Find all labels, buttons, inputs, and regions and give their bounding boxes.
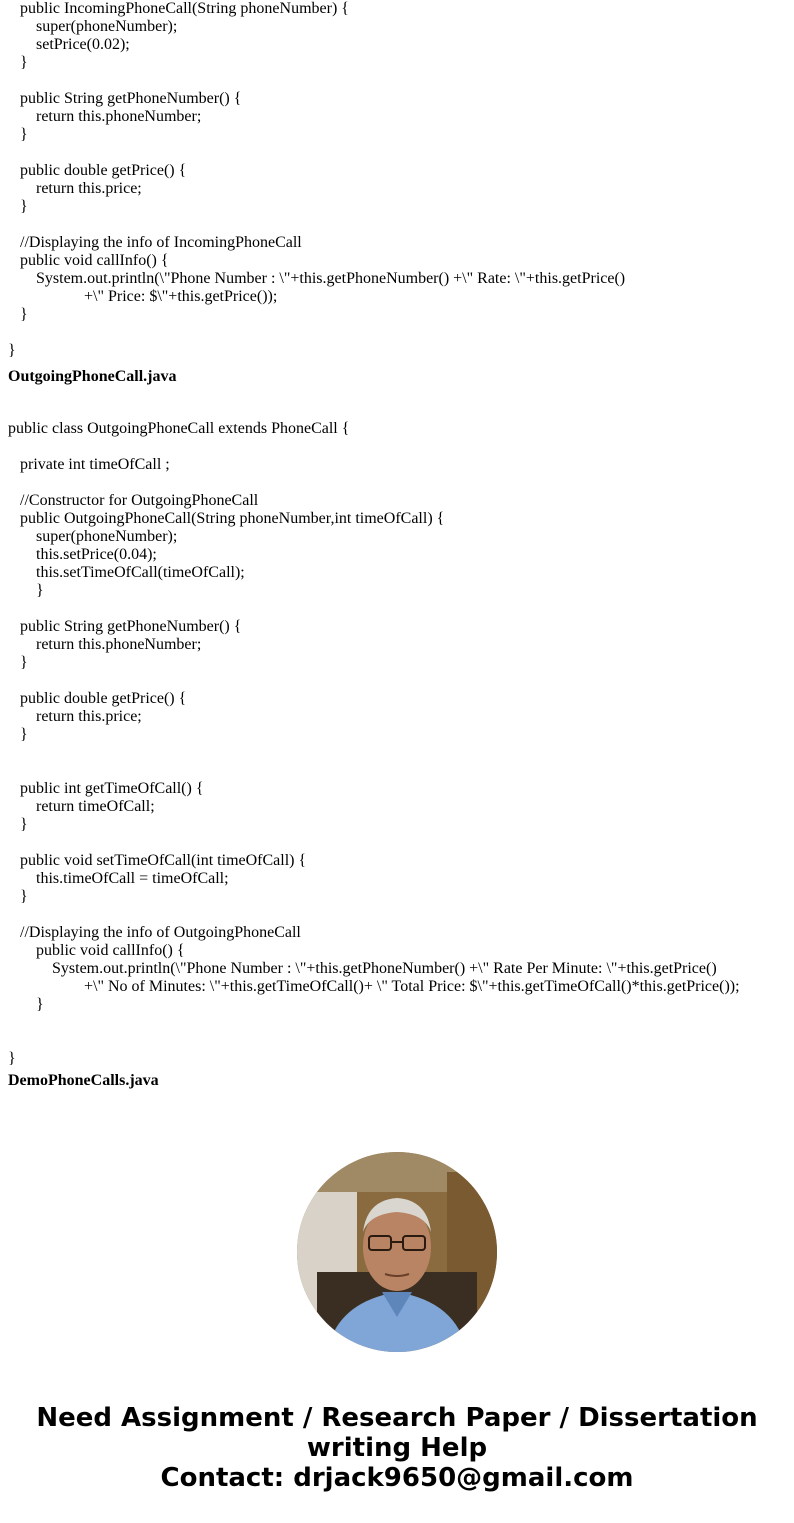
code-line: public class OutgoingPhoneCall extends PhoneCall { — [8, 420, 350, 437]
code-line: public double getPrice() { — [8, 162, 187, 179]
code-line: return this.phoneNumber; — [8, 108, 202, 125]
code-line: super(phoneNumber); — [8, 18, 178, 35]
code-line: this.setTimeOfCall(timeOfCall); — [8, 564, 245, 581]
code-line: public int getTimeOfCall() { — [8, 780, 204, 797]
code-line: setPrice(0.02); — [8, 36, 130, 53]
code-line — [8, 762, 740, 780]
code-line: public double getPrice() { — [8, 690, 187, 707]
code-line — [8, 906, 740, 924]
code-line: private int timeOfCall ; — [8, 456, 170, 473]
code-line — [8, 834, 740, 852]
code-line: +\" Price: $\"+this.getPrice()); — [8, 288, 278, 305]
code-line: this.setPrice(0.04); — [8, 546, 157, 563]
code-line: public IncomingPhoneCall(String phoneNumber) { — [8, 0, 349, 17]
promo-banner — [0, 1403, 794, 1493]
promo-line-1: Need Assignment / Research Paper / Dissertation — [36, 1403, 758, 1433]
code-line: return timeOfCall; — [8, 798, 155, 815]
code-line: //Displaying the info of IncomingPhoneCall — [8, 234, 302, 251]
code-line: //Constructor for OutgoingPhoneCall — [8, 492, 259, 509]
promo-line-2: writing Help — [306, 1433, 488, 1463]
promo-contact[interactable]: Contact: drjack9650@gmail.com — [160, 1463, 634, 1493]
demo-file-heading: DemoPhoneCalls.java — [8, 1072, 159, 1089]
code-line: } — [8, 996, 44, 1013]
code-line: return this.price; — [8, 180, 142, 197]
code-line — [8, 1032, 740, 1050]
code-line — [8, 1014, 740, 1032]
code-line — [8, 474, 740, 492]
code-line: +\" No of Minutes: \"+this.getTimeOfCall()+ \" Total Price: $\"+this.getTimeOfCall()*this.getPrice()); — [8, 978, 740, 995]
code-line: System.out.println(\"Phone Number : \"+this.getPhoneNumber() +\" Rate Per Minute: \"+this.getPrice() — [8, 960, 717, 977]
code-line: //Displaying the info of OutgoingPhoneCall — [8, 924, 301, 941]
code-line: super(phoneNumber); — [8, 528, 178, 545]
author-avatar — [297, 1152, 497, 1352]
incoming-phone-call-code — [8, 0, 625, 360]
code-line — [8, 324, 625, 342]
code-line: } — [8, 726, 28, 743]
code-line: } — [8, 126, 28, 143]
code-line: } — [8, 654, 28, 671]
code-line: System.out.println(\"Phone Number : \"+this.getPhoneNumber() +\" Rate: \"+this.getPrice() — [8, 270, 626, 287]
code-line — [8, 744, 740, 762]
code-line: public void callInfo() { — [8, 252, 169, 269]
code-line — [8, 144, 625, 162]
code-line — [8, 438, 740, 456]
code-line — [8, 72, 625, 90]
outgoing-file-heading: OutgoingPhoneCall.java — [8, 368, 177, 385]
code-line: } — [8, 1050, 16, 1067]
code-line — [8, 672, 740, 690]
code-line: public String getPhoneNumber() { — [8, 90, 242, 107]
code-line: public OutgoingPhoneCall(String phoneNumber,int timeOfCall) { — [8, 510, 445, 527]
code-line — [8, 600, 740, 618]
outgoing-phone-call-code — [8, 420, 740, 1068]
code-line: this.timeOfCall = timeOfCall; — [8, 870, 229, 887]
code-line: } — [8, 582, 44, 599]
code-line: return this.phoneNumber; — [8, 636, 202, 653]
code-line: } — [8, 54, 28, 71]
code-line: } — [8, 198, 28, 215]
code-line: } — [8, 816, 28, 833]
code-line — [8, 216, 625, 234]
code-line: } — [8, 342, 16, 359]
code-line: return this.price; — [8, 708, 142, 725]
code-line: } — [8, 306, 28, 323]
code-line: public String getPhoneNumber() { — [8, 618, 242, 635]
code-line: public void setTimeOfCall(int timeOfCall) { — [8, 852, 307, 869]
code-line: public void callInfo() { — [8, 942, 185, 959]
code-line: } — [8, 888, 28, 905]
author-photo-icon — [297, 1152, 497, 1352]
